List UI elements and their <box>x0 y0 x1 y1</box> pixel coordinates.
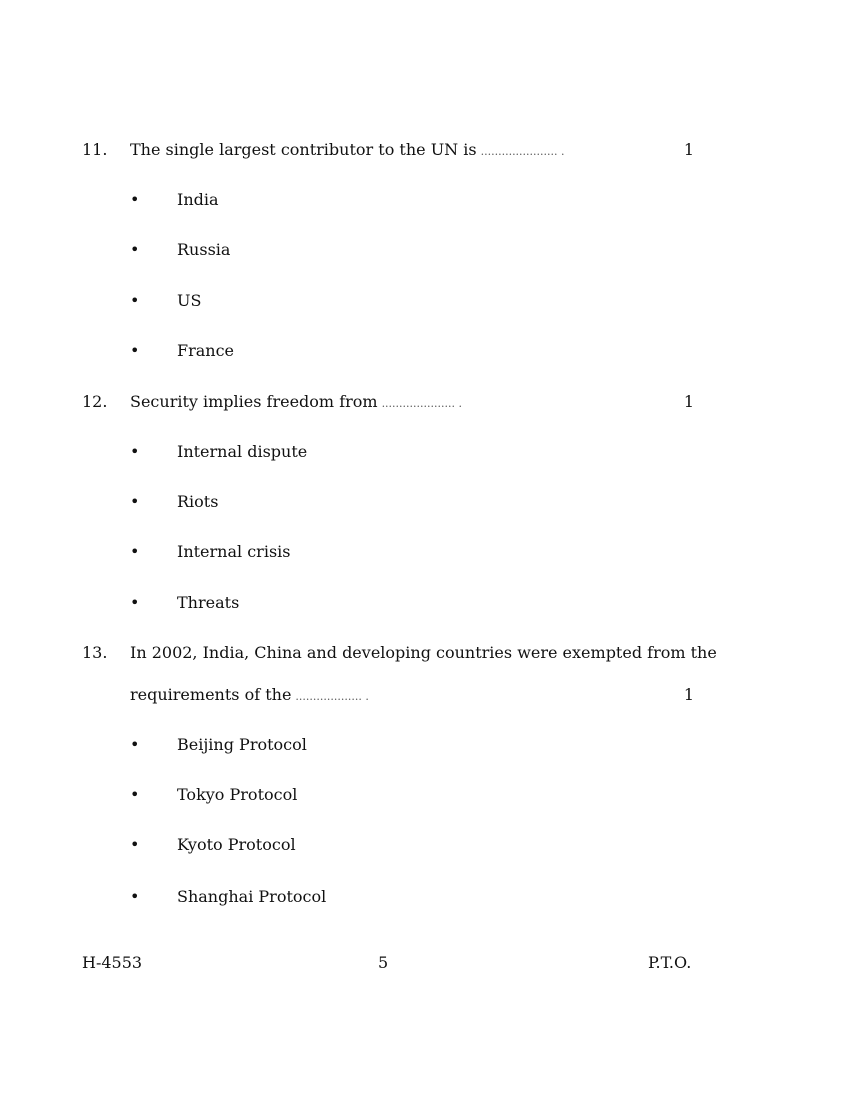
question-number: 12. <box>82 392 108 411</box>
bullet-icon: • <box>130 442 140 461</box>
bullet-icon: • <box>130 785 140 804</box>
answer-blank: ..................... . <box>381 397 462 410</box>
option-label: Shanghai Protocol <box>177 887 327 906</box>
question-text-content: The single largest contributor to the UN is <box>130 140 477 159</box>
pto-label: P.T.O. <box>648 953 692 972</box>
option-label: India <box>177 190 219 209</box>
question-marks: 1 <box>683 685 694 704</box>
question-marks: 1 <box>683 392 694 411</box>
question-text <box>130 138 565 164</box>
question-text-content: Security implies freedom from <box>130 392 378 411</box>
option-label: US <box>177 291 202 310</box>
question-marks: 1 <box>683 140 694 159</box>
bullet-icon: • <box>130 835 140 854</box>
option-label: Internal crisis <box>177 542 291 561</box>
question-number: 13. <box>82 643 108 662</box>
bullet-icon: • <box>130 341 140 360</box>
question-13-line2 <box>82 683 694 707</box>
option-label: Riots <box>177 492 219 511</box>
option-label: Threats <box>177 593 240 612</box>
paper-code: H-4553 <box>82 953 143 972</box>
option-label: Beijing Protocol <box>177 735 307 754</box>
answer-blank: ................... . <box>295 690 369 703</box>
question-12 <box>82 390 694 414</box>
option-label: Internal dispute <box>177 442 308 461</box>
question-text <box>130 390 462 416</box>
question-13 <box>82 641 717 665</box>
question-text-content: requirements of the <box>130 685 292 704</box>
question-text-line1: In 2002, India, China and developing countries were exempted from the <box>130 643 717 662</box>
option-label: Tokyo Protocol <box>177 785 298 804</box>
bullet-icon: • <box>130 240 140 259</box>
bullet-icon: • <box>130 291 140 310</box>
question-number: 11. <box>82 140 108 159</box>
question-text <box>130 683 369 709</box>
bullet-icon: • <box>130 492 140 511</box>
option-label: Russia <box>177 240 231 259</box>
bullet-icon: • <box>130 735 140 754</box>
bullet-icon: • <box>130 190 140 209</box>
answer-blank: ...................... . <box>480 145 565 158</box>
bullet-icon: • <box>130 593 140 612</box>
option-label: Kyoto Protocol <box>177 835 296 854</box>
option-label: France <box>177 341 235 360</box>
question-11 <box>82 138 694 162</box>
bullet-icon: • <box>130 887 140 906</box>
bullet-icon: • <box>130 542 140 561</box>
page-number: 5 <box>378 953 389 972</box>
